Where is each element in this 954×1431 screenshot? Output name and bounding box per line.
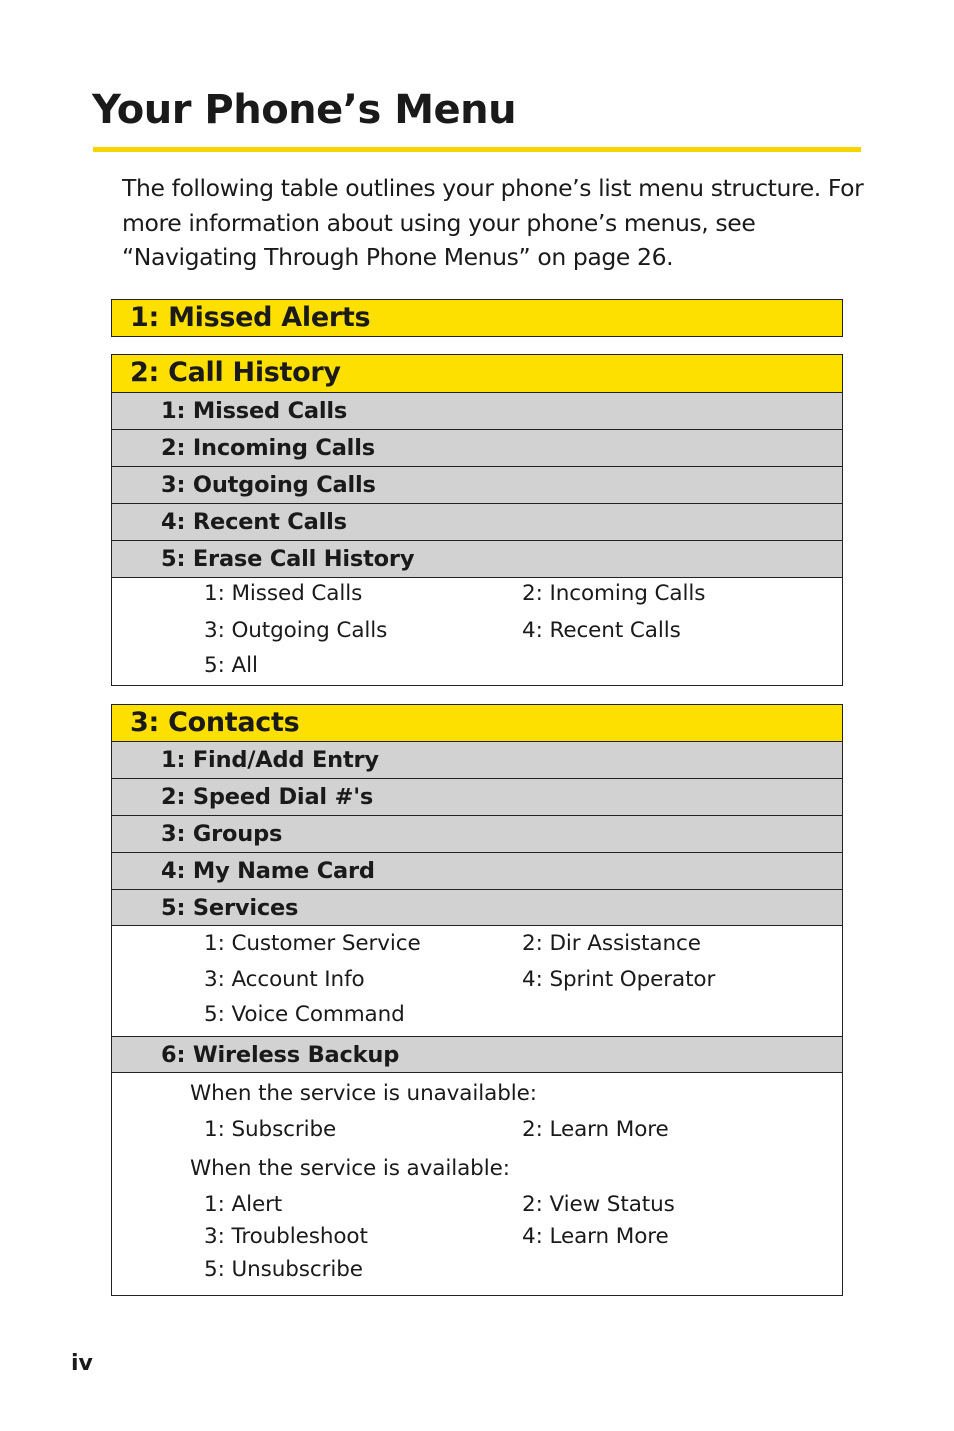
submenu-recent-calls xyxy=(112,504,842,541)
submenu-label: 4: Recent Calls xyxy=(161,509,347,535)
submenu-label: 4: My Name Card xyxy=(161,858,375,884)
submenu-speed-dial xyxy=(112,779,842,816)
submenu-label: 3: Outgoing Calls xyxy=(161,472,376,498)
option-item: 2: View Status xyxy=(522,1192,675,1217)
option-item: 3: Troubleshoot xyxy=(204,1224,368,1249)
submenu-groups xyxy=(112,816,842,853)
submenu-label: 5: Erase Call History xyxy=(161,546,415,572)
option-item: 1: Subscribe xyxy=(204,1117,337,1142)
option-item: 1: Missed Calls xyxy=(204,581,363,606)
submenu-label: 5: Services xyxy=(161,895,299,921)
option-item: 5: Unsubscribe xyxy=(204,1257,363,1282)
option-item: 5: All xyxy=(204,653,258,678)
submenu-services xyxy=(112,890,842,926)
submenu-my-name-card xyxy=(112,853,842,890)
option-item: 4: Learn More xyxy=(522,1224,669,1249)
submenu-missed-calls xyxy=(112,393,842,430)
menu-header-label: 2: Call History xyxy=(130,357,341,388)
backup-unavailable-label: When the service is unavailable: xyxy=(190,1081,537,1106)
backup-available-label: When the service is available: xyxy=(190,1156,510,1181)
menu-contacts xyxy=(111,704,843,1296)
menu-header-missed-alerts xyxy=(112,300,842,336)
option-item: 3: Account Info xyxy=(204,967,365,992)
submenu-label: 3: Groups xyxy=(161,821,283,847)
option-item: 3: Outgoing Calls xyxy=(204,618,388,643)
option-item: 2: Incoming Calls xyxy=(522,581,706,606)
option-item: 2: Dir Assistance xyxy=(522,931,701,956)
submenu-label: 1: Missed Calls xyxy=(161,398,348,424)
submenu-label: 6: Wireless Backup xyxy=(161,1042,400,1068)
option-item: 4: Recent Calls xyxy=(522,618,681,643)
option-item: 4: Sprint Operator xyxy=(522,967,716,992)
menu-call-history xyxy=(111,354,843,686)
page-title: Your Phone’s Menu xyxy=(92,87,517,133)
submenu-label: 1: Find/Add Entry xyxy=(161,747,379,773)
submenu-incoming-calls xyxy=(112,430,842,467)
menu-missed-alerts xyxy=(111,299,843,337)
submenu-outgoing-calls xyxy=(112,467,842,504)
option-item: 1: Customer Service xyxy=(204,931,421,956)
menu-header-label: 1: Missed Alerts xyxy=(130,302,371,333)
submenu-label: 2: Incoming Calls xyxy=(161,435,375,461)
title-rule xyxy=(93,147,861,152)
option-item: 2: Learn More xyxy=(522,1117,669,1142)
submenu-erase-call-history xyxy=(112,541,842,578)
menu-header-contacts xyxy=(112,705,842,742)
option-item: 5: Voice Command xyxy=(204,1002,405,1027)
option-item: 1: Alert xyxy=(204,1192,283,1217)
submenu-find-add-entry xyxy=(112,742,842,779)
intro-paragraph: The following table outlines your phone’s list menu structure. For more information about using your phone’s menus, see “Navigating Through Phone Menus” on page 26. xyxy=(122,174,864,271)
submenu-wireless-backup xyxy=(112,1036,842,1073)
submenu-label: 2: Speed Dial #'s xyxy=(161,784,374,810)
menu-header-label: 3: Contacts xyxy=(130,707,300,738)
menu-header-call-history xyxy=(112,355,842,393)
page-number: iv xyxy=(71,1351,93,1376)
